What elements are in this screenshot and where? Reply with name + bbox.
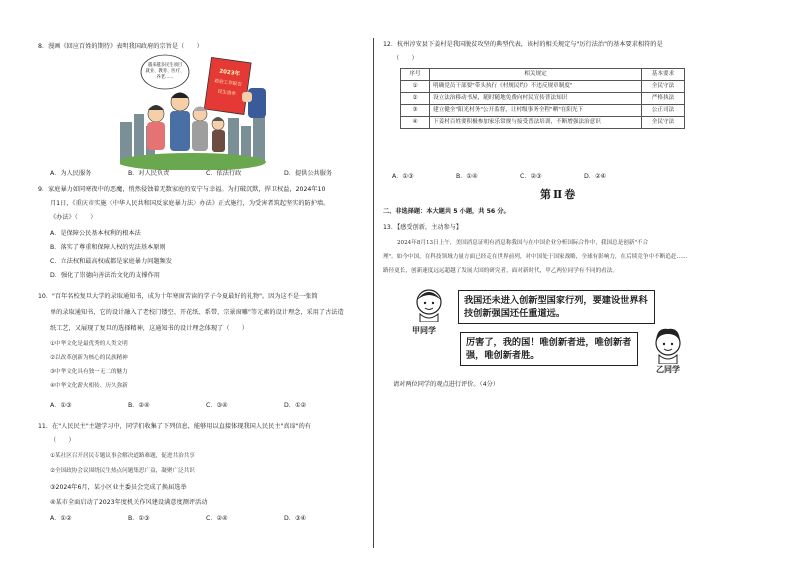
q10-line-2: 单的录取通知书，它的设计融入了老校门镂空、开花纸、系带、宗景窗雕"等元素的设计理念，采用了古法造 <box>50 309 344 316</box>
q9-line-1: 9．家庭暴力如同寒夜中的恶魔，悄然侵蚀着无数家庭的安宁与幸福。为打破沉默，捍卫权益，2024年10 <box>38 186 326 193</box>
q13-passage-line-1: 2024年8月13日上午，美国消息证明有消息称我国与在中国企业分析国际合作中，我国总是创新"不合 <box>397 240 649 246</box>
q9-option-a[interactable]: A．是保障公民基本权利的根本法 <box>50 230 141 237</box>
q11-item-1: ①某社区召开居民专题议事会解决道路难题，促进共治共享 <box>50 453 195 459</box>
q10-option-d[interactable]: D．①② <box>284 402 307 409</box>
student-b-bubble: 厉害了，我的国！唯创新者进，唯创新者强，唯创新者胜。 <box>460 332 638 366</box>
student-b-label: 乙同学 <box>656 364 680 374</box>
q10-option-c[interactable]: C．③④ <box>206 402 228 409</box>
table-cell: ④ <box>401 117 430 129</box>
table-cell: 公正司法 <box>642 105 685 117</box>
q8-option-a[interactable]: A．为人民服务 <box>50 170 92 177</box>
q11-line-2: （ ） <box>50 437 75 444</box>
q10-item-3: ③中华文化具有独一无二的魅力 <box>50 369 128 375</box>
q8-stem: 8．漫画《回应百姓的期待》表明我国政府的宗旨是（ ） <box>38 43 203 50</box>
q12-option-d[interactable]: D．②④ <box>584 173 607 180</box>
q9-option-d[interactable]: D．强化了崇德向善法治文化的支撑作用 <box>50 272 160 279</box>
section-description: 二、非选择题：本大题共 5 小题，共 56 分。 <box>383 208 510 215</box>
q11-item-4: ④某市全面启动了2023年度机关作风建设满意度测评活动 <box>50 499 208 506</box>
q11-line-1: 11．在"人民民主"主题学习中，同学们收集了下列信息，能够用以直接体现我国人民民主"真谛"的有 <box>38 423 311 430</box>
student-a-avatar <box>412 286 446 322</box>
table-cell: 建立健全"阳光村务"公开监督，让村级事务全程"晒"在阳光下 <box>430 105 642 117</box>
q10-option-b[interactable]: B．②④ <box>128 402 150 409</box>
q10-options <box>50 402 360 410</box>
q13-question: 请对两位同学的观点进行评价。（4分） <box>393 381 500 388</box>
q11-option-b[interactable]: B．①③ <box>128 515 150 522</box>
table-cell: 全民守法 <box>642 81 685 93</box>
table-cell: 严格执法 <box>642 93 685 105</box>
table-row <box>401 117 685 129</box>
q11-option-d[interactable]: D．③④ <box>284 515 307 522</box>
q13-passage-line-2: 理"。如今中国，在科技领域力量方面已经走在世界前列，对中国处于国家战略，全球有影响力，在后续竞争中不断追赶…… <box>383 254 688 260</box>
svg-text:越来越多民生项目: 越来越多民生项目 <box>147 63 183 68</box>
q8-option-d[interactable]: D．提供公共服务 <box>284 170 333 177</box>
q8-option-c[interactable]: C．依法行政 <box>206 170 242 177</box>
table-cell: 明确党员干部要"带头执行《村规民约》不违反规章制度" <box>430 81 642 93</box>
table-header-cell: 基本要求 <box>642 69 685 81</box>
table-cell: ① <box>401 81 430 93</box>
q9-option-c[interactable]: C．立法权和最高权威都是家庭暴力问题频发 <box>50 258 172 265</box>
table-cell: 全民守法 <box>642 117 685 129</box>
q9-line-2: 月1日，《重庆市实施〈中华人民共和国反家庭暴力法〉办法》正式施行，为受害者筑起坚实的防护墙。 <box>50 200 330 207</box>
table-cell: 下姜村百姓要积极参加家乐常规与接受普法培训，不断增强法治意识 <box>430 117 642 129</box>
table-header-cell: 序号 <box>401 69 430 81</box>
q10-item-2: ②以改革创新为核心的民族精神 <box>50 355 128 361</box>
q9-line-3: 《办法》（ ） <box>50 214 97 221</box>
table-header-row <box>401 69 685 81</box>
q13-passage-line-3: 路径更长，创新速度远远超越了发展大国的研究者，面对新时代，甲乙两位同学有不同的看法。 <box>383 268 618 274</box>
table-cell: ② <box>401 93 430 105</box>
column-divider <box>373 38 374 548</box>
student-a-label: 甲同学 <box>412 325 436 335</box>
q12-option-c[interactable]: C．②③ <box>520 173 542 180</box>
q12-rules-table <box>400 68 685 129</box>
cartoon-illustration <box>120 52 270 170</box>
q11-option-c[interactable]: C．②④ <box>206 515 228 522</box>
svg-text:养老……: 养老…… <box>156 75 174 80</box>
table-row <box>401 93 685 105</box>
svg-text:就业、教育、医疗、: 就业、教育、医疗、 <box>145 69 185 74</box>
q8-option-b[interactable]: B．对人民负责 <box>128 170 170 177</box>
svg-text:民生清单: 民生清单 <box>217 89 237 98</box>
svg-text:2023年: 2023年 <box>218 68 241 78</box>
student-a-bubble: 我国还未进入创新型国家行列，要建设世界科技创新强国还任重道远。 <box>458 290 655 324</box>
table-row <box>401 105 685 117</box>
q10-line-3: 纸工艺，又展现了复旦的选择精神，这通知书的设计理念体现了（ ） <box>50 325 248 332</box>
q11-item-2: ②全国政协会议围绕民生热点问题集思广益，凝聚广泛共识 <box>50 468 195 474</box>
q11-item-3: ③2024年6月，某小区业主委员会完成了换届选举 <box>50 484 187 491</box>
q10-item-4: ④中华文化薪火相传、历久弥新 <box>50 383 128 389</box>
table-cell: 设立法治移动书屋，随时随地免费向村民宣传普法知识 <box>430 93 642 105</box>
q11-options <box>50 515 360 523</box>
table-cell: ③ <box>401 105 430 117</box>
q12-options <box>392 173 692 181</box>
q12-option-b[interactable]: B．①④ <box>456 173 478 180</box>
q10-line-1: 10．"百年名校复旦大学的录取通知书，成为十年寒窗苦读的学子今夏最好的礼物"。因为这不是一张简 <box>38 293 318 300</box>
section-title: 第Ⅱ卷 <box>540 188 578 201</box>
q13-stem: 13．【感受创新，主动参与】 <box>383 224 463 231</box>
student-b-avatar <box>650 326 686 364</box>
q12-stem: 12．杭州淳安县下姜村是我国脱贫攻坚的典型代表，该村的相关规定与"厉行法治"的基本要求相符的是 <box>383 41 663 48</box>
q9-option-b[interactable]: B．落实了尊重和保障人权的宪法基本原则 <box>50 244 166 251</box>
q10-option-a[interactable]: A．①③ <box>50 402 72 409</box>
table-header-cell: 相关规定 <box>430 69 642 81</box>
table-row <box>401 81 685 93</box>
svg-text:政府工作报告: 政府工作报告 <box>214 79 243 88</box>
q12-option-a[interactable]: A．①③ <box>392 173 414 180</box>
q10-item-1: ①中华文化是最优秀的人类文明 <box>50 341 128 347</box>
q12-paren: （ ） <box>393 55 418 62</box>
q8-options <box>50 170 360 178</box>
q11-option-a[interactable]: A．①② <box>50 515 72 522</box>
